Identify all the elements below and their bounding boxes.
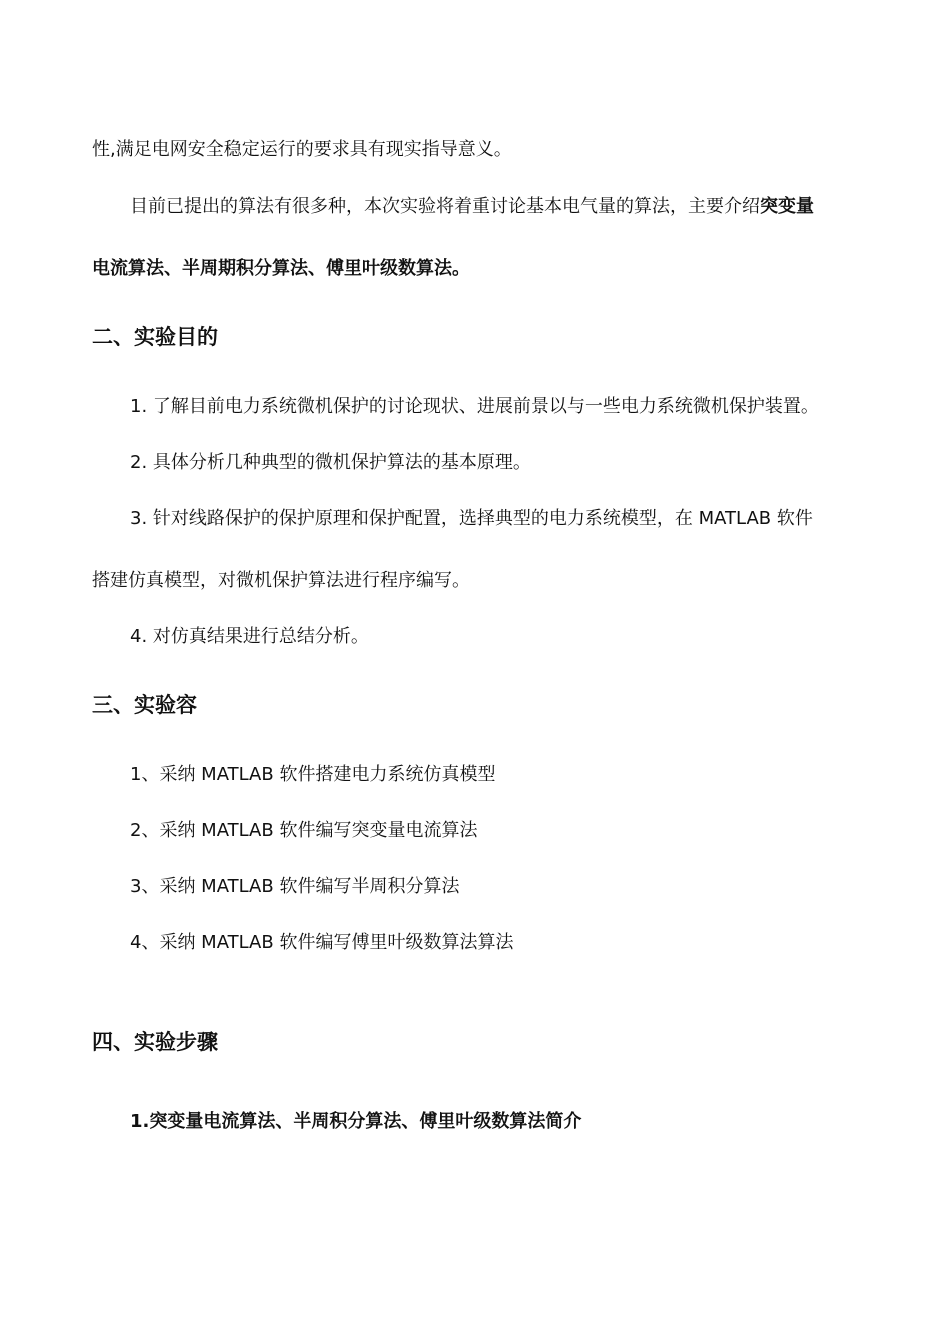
intro-emphasis-1: 突变量 [760, 196, 814, 217]
section-title-steps: 四、实验步骤 [92, 1030, 218, 1054]
purpose-item-text: 搭建仿真模型，对微机保护算法进行程序编写。 [92, 570, 470, 591]
content-item-text: 1、采纳 MATLAB 软件搭建电力系统仿真模型 [130, 764, 496, 785]
intro-line-2 [130, 194, 814, 220]
section-title-purpose: 二、实验目的 [92, 325, 218, 349]
intro-line-3 [92, 256, 470, 282]
purpose-item-text: 1. 了解目前电力系统微机保护的讨论现状、进展前景以与一些电力系统微机保护装置。 [130, 396, 819, 417]
intro-line-1 [92, 137, 512, 163]
content-item-text: 4、采纳 MATLAB 软件编写傅里叶级数算法算法 [130, 932, 514, 953]
content-item-3 [130, 874, 459, 900]
content-item-text: 3、采纳 MATLAB 软件编写半周积分算法 [130, 876, 460, 897]
content-item-4 [130, 930, 513, 956]
content-item-1 [130, 762, 495, 788]
content-item-text: 2、采纳 MATLAB 软件编写突变量电流算法 [130, 820, 478, 841]
purpose-item-text: 3. 针对线路保护的保护原理和保护配置，选择典型的电力系统模型，在 MATLAB 软件 [130, 508, 813, 529]
purpose-item-text: 2. 具体分析几种典型的微机保护算法的基本原理。 [130, 452, 531, 473]
section-heading-content [92, 690, 197, 720]
purpose-item-3 [130, 506, 813, 532]
purpose-item-4 [130, 624, 369, 650]
section-heading-steps [92, 1027, 218, 1057]
section-heading-purpose [92, 322, 218, 352]
purpose-item-1 [130, 394, 819, 420]
intro-emphasis-2: 电流算法、半周期积分算法、傅里叶级数算法。 [92, 258, 470, 279]
steps-subtitle: 1.突变量电流算法、半周积分算法、傅里叶级数算法简介 [130, 1111, 582, 1132]
intro-text-2: 目前已提出的算法有很多种，本次实验将着重讨论基本电气量的算法，主要介绍 [130, 196, 760, 217]
purpose-item-text: 4. 对仿真结果进行总结分析。 [130, 626, 369, 647]
intro-text-1: 性,满足电网安全稳定运行的要求具有现实指导意义。 [92, 139, 512, 160]
steps-subheading [130, 1109, 581, 1135]
content-item-2 [130, 818, 477, 844]
purpose-item-3-continuation [92, 568, 470, 594]
purpose-item-2 [130, 450, 531, 476]
section-title-content: 三、实验容 [92, 693, 197, 717]
